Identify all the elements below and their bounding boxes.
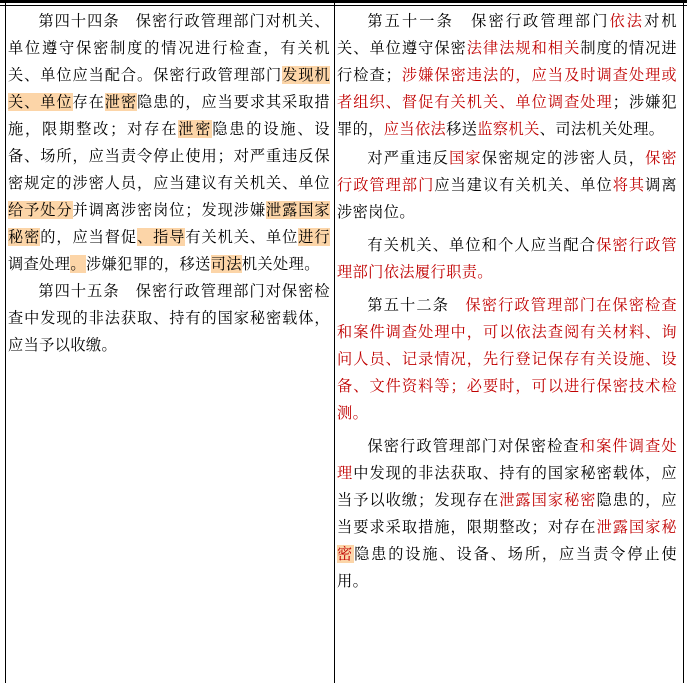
table-right-border [683,0,684,683]
article-44-paragraph: 第四十四条 保密行政管理部门对机关、单位遵守保密制度的情况进行检查，有关机关、单位应当配合。保密行政管理部门发现机关、单位存在泄密隐患的，应当要求其采取措施，限期整改；对存在泄密隐患的设施、设备、场所，应当责令停止使用；对严重违反保密规定的涉密人员，应当建议有关机关、单位给予处分并调离涉密岗位；发现涉嫌泄露国家秘密的，应当督促、指导有关机关、单位进行调查处理。涉嫌犯罪的，移送司法机关处理。 [8,12,330,273]
old-text-column [8,8,330,359]
table-top-border [0,0,687,3]
article-52-paragraph-1: 第五十二条 保密行政管理部门在保密检查和案件调查处理中，可以依法查阅有关材料、询问人员、记录情况，先行登记保存有关设施、设备、文件资料等；必要时，可以进行保密技术检测。 [337,296,678,422]
table-header-rule [0,5,687,6]
new-text-column [337,8,677,595]
table-left-border [5,0,6,683]
article-51-paragraph-1: 第五十一条 保密行政管理部门依法对机关、单位遵守保密法律法规和相关制度的情况进行检查；涉嫌保密违法的，应当及时调查处理或者组织、督促有关机关、单位调查处理；涉嫌犯罪的，应当依法移送监察机关、司法机关处理。 [337,12,677,138]
article-52-paragraph-2: 保密行政管理部门对保密检查和案件调查处理中发现的非法获取、持有的国家秘密载体，应当予以收缴；发现存在泄露国家秘密隐患的，应当要求采取措施，限期整改；对存在泄露国家秘密隐患的设施、设备、场所，应当责令停止使用。 [337,437,678,590]
article-51-paragraph-3: 有关机关、单位和个人应当配合保密行政管理部门依法履行职责。 [337,236,678,281]
article-45-paragraph: 第四十五条 保密行政管理部门对保密检查中发现的非法获取、持有的国家秘密载体，应当予以收缴。 [8,282,330,354]
column-divider [334,0,335,683]
article-51-paragraph-2: 对严重违反国家保密规定的涉密人员，保密行政管理部门应当建议有关机关、单位将其调离涉密岗位。 [337,149,677,221]
